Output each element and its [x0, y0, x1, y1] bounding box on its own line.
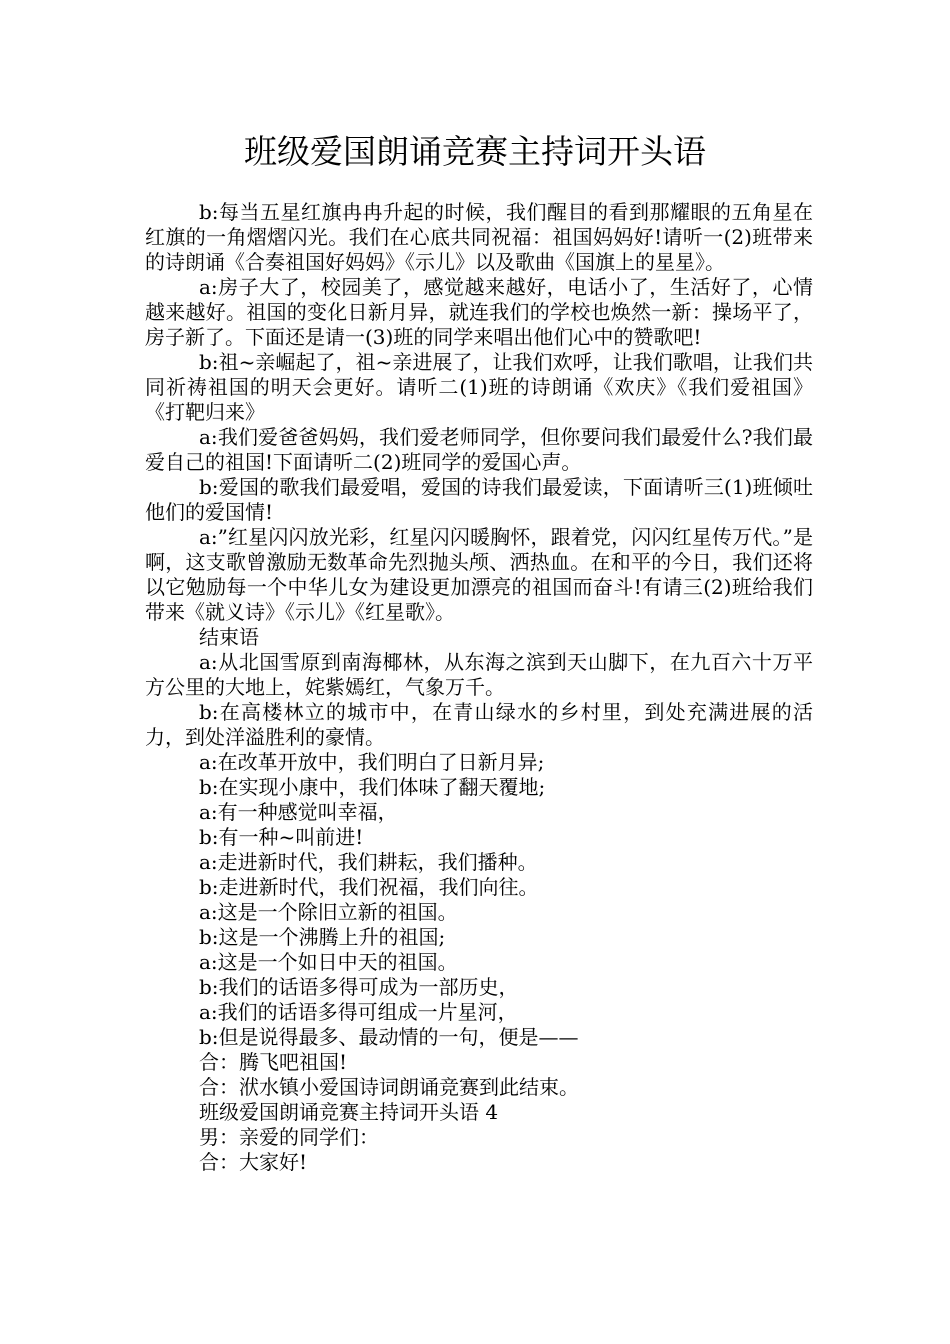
paragraph: b:爱国的歌我们最爱唱，爱国的诗我们最爱读，下面请听三(1)班倾吐他们的爱国情!: [145, 475, 813, 524]
paragraph: a:我们爱爸爸妈妈，我们爱老师同学，但你要问我们最爱什么?我们最爱自己的祖国!下面请听二(2)班同学的爱国心声。: [145, 425, 813, 474]
paragraph: 合：腾飞吧祖国!: [199, 1050, 348, 1074]
paragraph: b:在高楼林立的城市中，在青山绿水的乡村里，到处充满进展的活力，到处洋溢胜利的豪情。: [145, 700, 813, 749]
section-heading: 结束语: [199, 625, 259, 649]
paragraph: b:祖~亲崛起了，祖~亲进展了，让我们欢呼，让我们歌唱，让我们共同祈祷祖国的明天会更好。请听二(1)班的诗朗诵《欢庆》《我们爱祖国》《打靶归来》: [145, 350, 813, 424]
paragraph: 合：洑水镇小爱国诗词朗诵竞赛到此结束。: [199, 1075, 579, 1099]
paragraph: a:有一种感觉叫幸福，: [199, 800, 398, 824]
paragraph: b:走进新时代，我们祝福，我们向往。: [199, 875, 539, 899]
paragraph: a:这是一个如日中天的祖国。: [199, 950, 458, 974]
document-title: 班级爱国朗诵竞赛主持词开头语: [244, 132, 706, 171]
paragraph: b:但是说得最多、最动情的一句，便是——: [199, 1025, 579, 1049]
section-heading: 班级爱国朗诵竞赛主持词开头语 4: [199, 1100, 499, 1124]
paragraph: 合：大家好!: [199, 1150, 308, 1174]
paragraph: b:有一种~叫前进!: [199, 825, 364, 849]
paragraph: a:我们的话语多得可组成一片星河，: [199, 1000, 518, 1024]
paragraph: b:在实现小康中，我们体味了翻天覆地;: [199, 775, 546, 799]
document-body: [145, 200, 813, 1175]
paragraph: a:在改革开放中，我们明白了日新月异;: [199, 750, 545, 774]
paragraph: b:这是一个沸腾上升的祖国;: [199, 925, 446, 949]
paragraph: a:房子大了，校园美了，感觉越来越好，电话小了，生活好了，心情越来越好。祖国的变化日新月异，就连我们的学校也焕然一新：操场平了，房子新了。下面还是请一(3)班的同学来唱出他们心中的赞歌吧!: [145, 275, 813, 349]
paragraph: a:这是一个除旧立新的祖国。: [199, 900, 458, 924]
paragraph: 男：亲爱的同学们：: [199, 1125, 379, 1149]
paragraph: a:从北国雪原到南海椰林，从东海之滨到天山脚下，在九百六十万平方公里的大地上，姹紫嫣红，气象万千。: [145, 650, 813, 699]
paragraph: b:我们的话语多得可成为一部历史，: [199, 975, 519, 999]
paragraph: a:”红星闪闪放光彩，红星闪闪暖胸怀，跟着党，闪闪红星传万代。”是啊，这支歌曾激励无数革命先烈抛头颅、洒热血。在和平的今日，我们还将以它勉励每一个中华儿女为建设更加漂亮的祖国而奋斗!有请三(2)班给我们带来《就义诗》《示儿》《红星歌》。: [145, 525, 813, 624]
paragraph: a:走进新时代，我们耕耘，我们播种。: [199, 850, 538, 874]
paragraph: b:每当五星红旗冉冉升起的时候，我们醒目的看到那耀眼的五角星在红旗的一角熠熠闪光。我们在心底共同祝福：祖国妈妈好!请听一(2)班带来的诗朗诵《合奏祖国好妈妈》《示儿》以及歌曲《国旗上的星星》。: [145, 200, 813, 274]
